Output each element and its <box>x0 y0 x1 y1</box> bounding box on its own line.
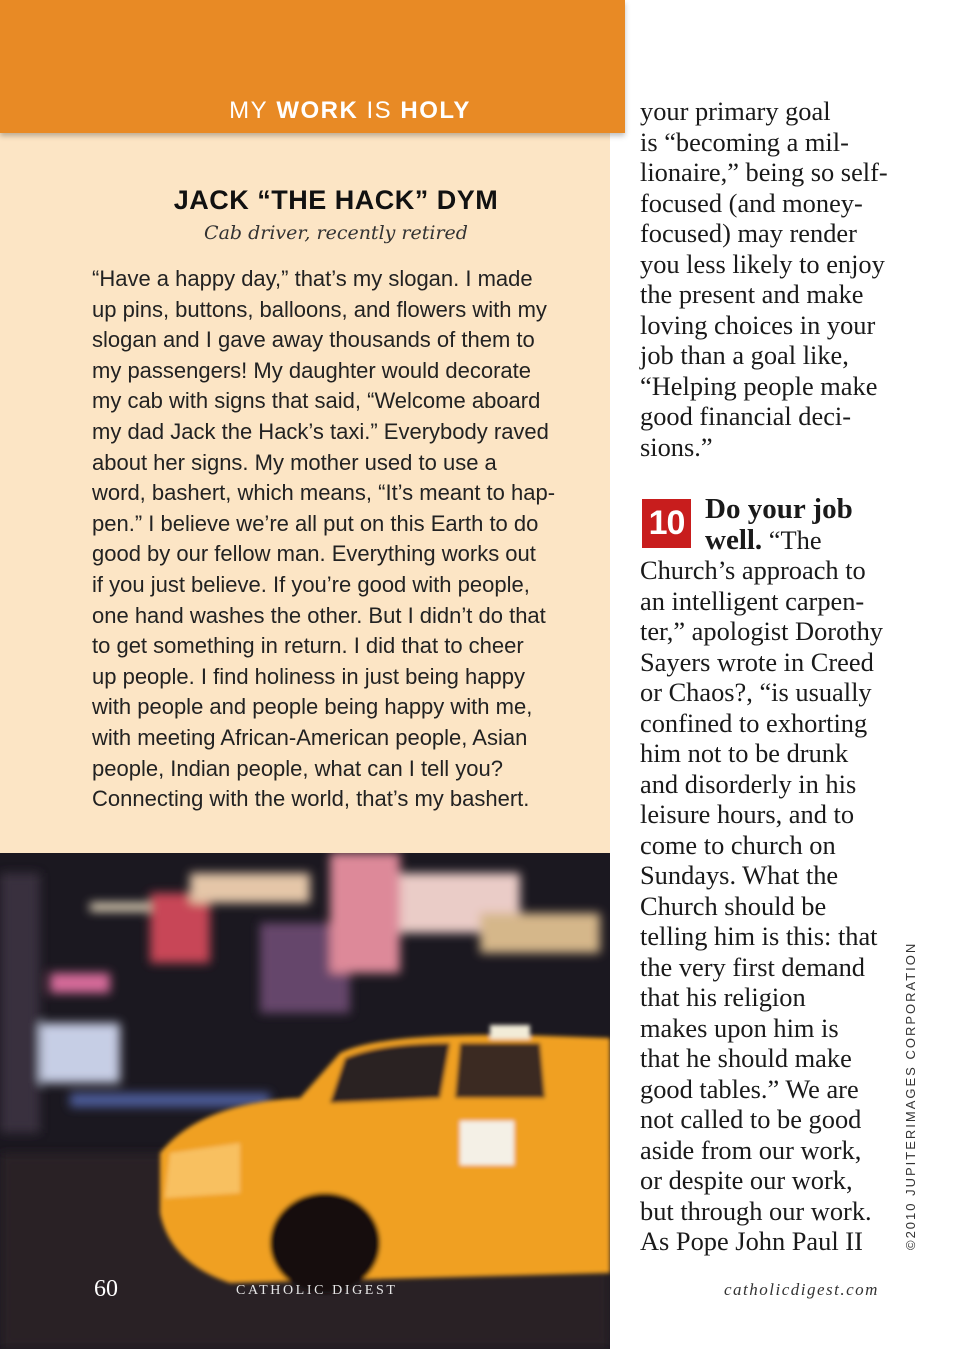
column-line: lionaire,” being so self- <box>640 157 888 187</box>
quote-line: up pins, buttons, balloons, and flowers with my <box>92 296 547 322</box>
tip-heading: Do your job <box>705 493 853 525</box>
column-line: or despite our work, <box>640 1165 853 1195</box>
tip-heading-line <box>640 525 890 556</box>
column-line: job than a goal like, <box>640 340 849 370</box>
column-line: the present and make <box>640 279 864 309</box>
column-line: you less likely to enjoy <box>640 248 885 279</box>
quote-line: about her signs. My mother used to use a <box>92 449 497 475</box>
tip-heading-line <box>640 494 890 525</box>
article-column-top <box>640 96 890 462</box>
photo-credit: ©2010 JUPITERIMAGES CORPORATION <box>903 941 918 1250</box>
quote-line: my cab with signs that said, “Welcome aboard <box>92 388 541 414</box>
column-line: good tables.” We are <box>640 1073 859 1104</box>
section-kicker <box>0 97 700 125</box>
column-line: Sayers wrote in Creed <box>640 646 874 677</box>
page-number: 60 <box>94 1276 118 1302</box>
kicker-word: HOLY <box>400 97 471 124</box>
column-line: Church’s approach to <box>640 555 866 585</box>
column-line: As Pope John Paul II <box>640 1226 863 1256</box>
column-line: ter,” apologist Dorothy <box>640 616 884 646</box>
quote-line: up people. I find holiness in just being happy <box>92 663 525 689</box>
column-line: is “becoming a mil- <box>640 126 849 157</box>
site-url: catholicdigest.com <box>724 1280 879 1299</box>
quote-line: word, bashert, which means, “It’s meant to hap- <box>92 480 556 506</box>
quote-line: my dad Jack the Hack’s taxi.” Everybody raved <box>92 418 549 444</box>
quote-line: pen.” I believe we’re all put on this Earth to do <box>92 510 539 536</box>
quote-line: if you just believe. If you’re good with people, <box>92 571 530 597</box>
column-line: your primary goal <box>640 96 831 126</box>
quote-line: my passengers! My daughter would decorate <box>92 357 532 383</box>
column-line: that he should make <box>640 1043 852 1073</box>
quote-line: good by our fellow man. Everything works out <box>92 541 536 567</box>
quote-line: with people and people being happy with me, <box>92 694 533 720</box>
quote-line: “Have a happy day,” that’s my slogan. I made <box>92 266 533 291</box>
quote-line: to get something in return. I did that to cheer <box>92 633 524 659</box>
magazine-masthead: CATHOLIC DIGEST <box>236 1283 398 1298</box>
column-line: confined to exhorting <box>640 707 868 738</box>
column-line: leisure hours, and to <box>640 799 855 829</box>
kicker-word: WORK <box>276 97 359 124</box>
column-line: come to church on <box>640 829 836 860</box>
quote-line: with meeting African-American people, Asian <box>92 724 528 750</box>
profile-role: Cab driver, recently retired <box>204 222 468 244</box>
column-line: Sundays. What the <box>640 860 839 890</box>
column-line: “Helping people make <box>640 370 878 401</box>
article-column-bottom <box>640 494 890 1257</box>
taxi-photo <box>0 853 610 1349</box>
column-line: and disorderly in his <box>640 768 857 799</box>
column-line: focused) may render <box>640 218 857 248</box>
kicker-word: MY <box>229 97 269 124</box>
column-line: good financial deci- <box>640 401 852 431</box>
column-line: the very first demand <box>640 951 865 982</box>
column-line: but through our work. <box>640 1195 872 1226</box>
column-line: Church should be <box>640 890 827 921</box>
quote-line: slogan and I gave away thousands of them to <box>92 327 535 353</box>
column-line: him not to be drunk <box>640 738 849 768</box>
column-line: aside from our work, <box>640 1134 862 1165</box>
column-line: an intelligent carpen- <box>640 585 865 616</box>
column-line: focused (and money- <box>640 187 863 218</box>
column-line: not called to be good <box>640 1104 862 1134</box>
profile-quote <box>92 264 582 815</box>
column-line: that his religion <box>640 982 806 1012</box>
tip-number-badge: 10 <box>642 499 691 548</box>
quote-line: Connecting with the world, that’s my bashert. <box>92 786 530 812</box>
column-line: loving choices in your <box>640 309 876 340</box>
column-line: sions.” <box>640 431 713 462</box>
column-line: or Chaos?, “is usually <box>640 677 872 707</box>
column-line: makes upon him is <box>640 1012 839 1043</box>
taxi-photo-art <box>0 853 610 1349</box>
quote-line: one hand washes the other. But I didn’t do that <box>92 602 546 628</box>
quote-line: people, Indian people, what can I tell you? <box>92 755 503 781</box>
tip-heading: well. <box>705 523 763 556</box>
column-line: “The <box>768 524 822 555</box>
profile-name: JACK “THE HACK” DYM <box>173 185 499 215</box>
column-line: telling him is this: that <box>640 921 878 951</box>
kicker-word: IS <box>366 97 393 124</box>
